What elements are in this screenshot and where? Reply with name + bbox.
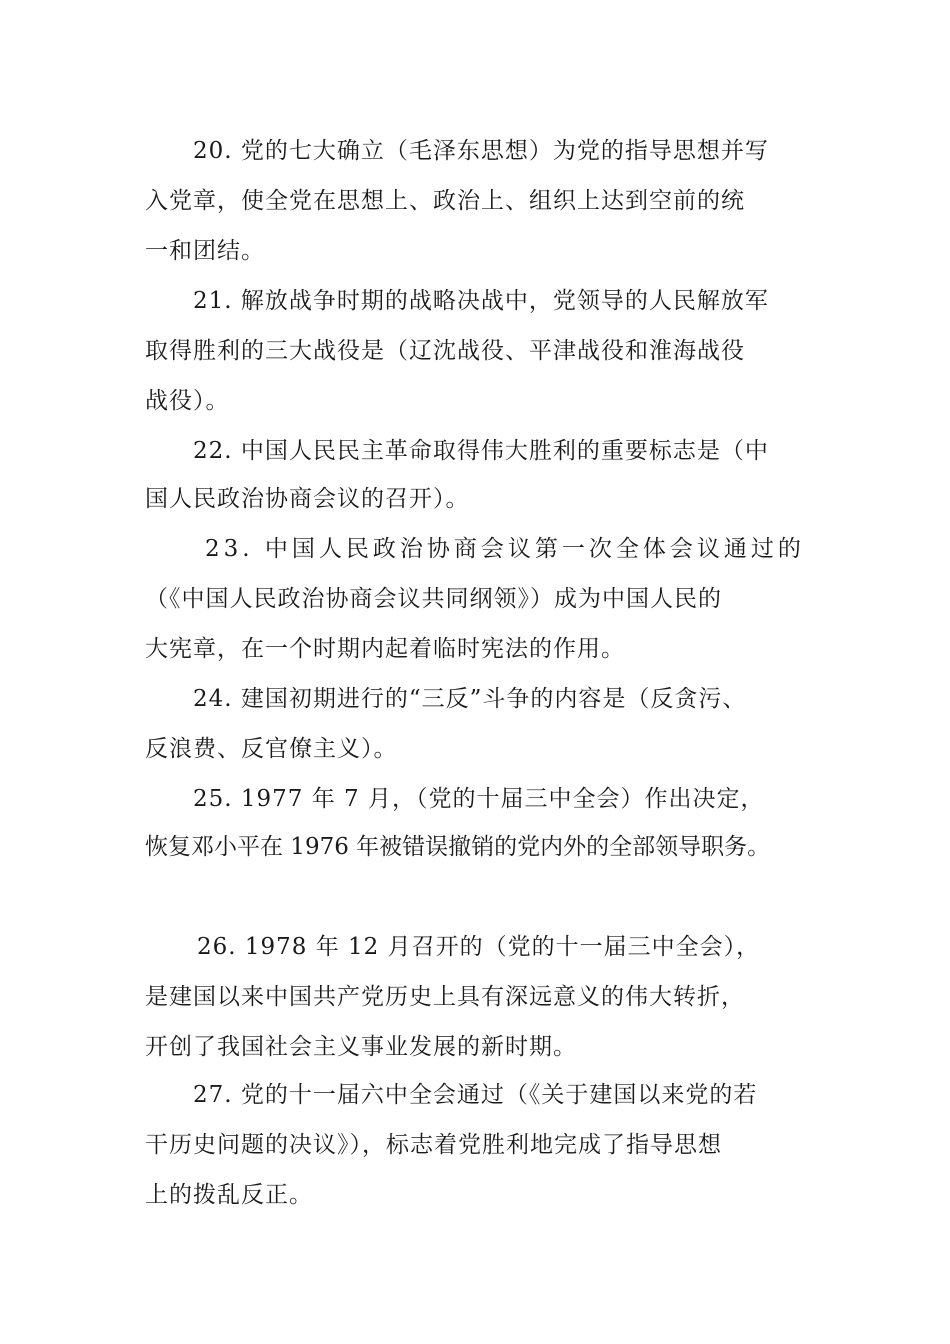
paragraph-line: 21. 解放战争时期的战略决战中，党领导的人民解放军 — [193, 288, 769, 314]
paragraph-line: 20. 党的七大确立（毛泽东思想）为党的指导思想并写 — [193, 138, 769, 164]
paragraph-line: 国人民政治协商会议的召开）。 — [145, 486, 470, 512]
paragraph-line: 入党章，使全党在思想上、政治上、组织上达到空前的统 — [145, 188, 745, 214]
paragraph-line: 27. 党的十一届六中全会通过（《关于建国以来党的若 — [193, 1082, 758, 1108]
paragraph-line: 大宪章，在一个时期内起着临时宪法的作用。 — [145, 636, 625, 662]
paragraph-line: 25. 1977 年 7 月，（党的十届三中全会）作出决定， — [193, 786, 765, 812]
paragraph-line: 26. 1978 年 12 月召开的（党的十一届三中全会）， — [197, 934, 761, 960]
paragraph-line: 恢复邓小平在 1976 年被错误撤销的党内外的全部领导职务。 — [145, 834, 771, 860]
paragraph-line: 24. 建国初期进行的“三反”斗争的内容是（反贪污、 — [193, 686, 747, 712]
paragraph-line: 是建国以来中国共产党历史上具有深远意义的伟大转折， — [145, 984, 745, 1010]
paragraph-line: 战役）。 — [145, 388, 230, 414]
paragraph-line: （《中国人民政治协商会议共同纲领》）成为中国人民的 — [145, 586, 722, 612]
paragraph-line: 22. 中国人民民主革命取得伟大胜利的重要标志是（中 — [193, 438, 769, 464]
paragraph-line: 取得胜利的三大战役是（辽沈战役、平津战役和淮海战役 — [145, 338, 745, 364]
paragraph-line: 一和团结。 — [145, 238, 265, 264]
paragraph-line: 上的拨乱反正。 — [145, 1182, 313, 1208]
paragraph-line: 开创了我国社会主义事业发展的新时期。 — [145, 1034, 577, 1060]
paragraph-line: 干历史问题的决议》），标志着党胜利地完成了指导思想 — [145, 1132, 722, 1158]
paragraph-line: 反浪费、反官僚主义）。 — [145, 736, 398, 762]
paragraph-line: 23. 中国人民政治协商会议第一次全体会议通过的 — [205, 536, 805, 562]
